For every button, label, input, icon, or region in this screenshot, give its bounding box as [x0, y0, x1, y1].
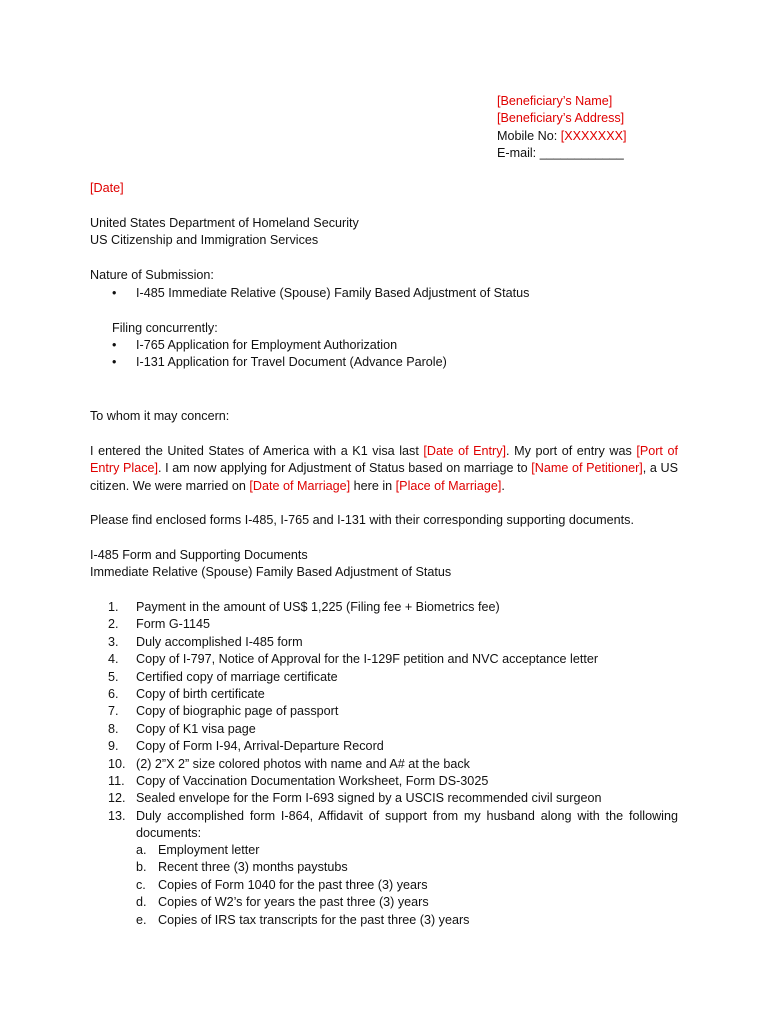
list-item: • I-765 Application for Employment Authorization [112, 337, 447, 354]
list-number: 6. [108, 687, 119, 702]
email-value: ____________ [539, 146, 624, 161]
list-item [108, 773, 678, 790]
list-text: Copies of Form 1040 for the past three (3) years [158, 877, 428, 892]
documents-list [108, 599, 678, 843]
list-item [136, 842, 469, 859]
list-item [108, 738, 678, 755]
mobile-label: Mobile No: [497, 128, 558, 143]
list-item [108, 808, 678, 843]
list-item [136, 894, 469, 911]
place-of-marriage-placeholder: [Place of Marriage] [395, 478, 502, 493]
list-number: 11. [108, 774, 125, 789]
beneficiary-address: [Beneficiary’s Address] [497, 111, 625, 126]
recipient-block [90, 215, 678, 250]
body-text: here in [350, 478, 396, 493]
section-subtitle: Immediate Relative (Spouse) Family Based Adjustment of Status [90, 565, 452, 580]
list-letter: b. [136, 860, 147, 875]
list-item [108, 599, 678, 616]
list-letter: a. [136, 843, 147, 857]
list-number: 8. [108, 721, 119, 736]
list-text: Sealed envelope for the Form I-693 signed by a USCIS recommended civil surgeon [136, 791, 602, 806]
date-of-entry-placeholder: [Date of Entry] [423, 444, 507, 458]
list-item [108, 703, 678, 720]
mobile-value: [XXXXXXX] [560, 128, 627, 143]
recipient-line-2: US Citizenship and Immigration Services [90, 233, 319, 248]
list-text: Copy of I-797, Notice of Approval for the I-129F petition and NVC acceptance letter [136, 652, 599, 667]
recipient-line-1: United States Department of Homeland Security [90, 216, 359, 230]
list-text: Payment in the amount of US$ 1,225 (Filing fee + Biometrics fee) [136, 600, 500, 614]
body-text: . My port of entry was [506, 444, 637, 458]
list-item [136, 912, 469, 929]
list-text: Copies of IRS tax transcripts for the past three (3) years [158, 912, 470, 927]
list-item: • I-485 Immediate Relative (Spouse) Family Based Adjustment of Status [112, 285, 529, 302]
list-letter: c. [136, 877, 146, 892]
list-number: 5. [108, 669, 119, 684]
list-item [108, 634, 678, 651]
list-letter: e. [136, 912, 147, 927]
list-number: 2. [108, 617, 119, 632]
salutation: To whom it may concern: [90, 409, 230, 423]
body-text: I entered the United States of America with a K1 visa last [90, 444, 424, 458]
list-item [108, 616, 678, 633]
filing-list [112, 337, 447, 372]
beneficiary-name: [Beneficiary’s Name] [497, 94, 613, 108]
list-number: 3. [108, 634, 119, 649]
mobile-line [497, 128, 697, 145]
list-item [108, 721, 678, 738]
body-text: . [501, 478, 505, 493]
list-number: 12. [108, 791, 126, 806]
list-number: 13. [108, 808, 126, 823]
filing-label: Filing concurrently: [112, 321, 218, 335]
body-text: , a US citizen. We were married on [90, 461, 679, 493]
list-text: Employment letter [158, 843, 260, 857]
list-text: Certified copy of marriage certificate [136, 669, 338, 684]
list-text: Copy of K1 visa page [136, 721, 256, 736]
list-item [108, 756, 678, 773]
sub-documents-list [136, 842, 469, 929]
email-line [497, 145, 697, 162]
list-number: 4. [108, 652, 119, 667]
date-of-marriage-placeholder: [Date of Marriage] [249, 478, 351, 493]
section-heading [90, 547, 678, 582]
list-number: 1. [108, 600, 119, 614]
list-text: Recent three (3) months paystubs [158, 860, 348, 875]
body-text: . I am now applying for Adjustment of Status based on marriage to [158, 461, 532, 476]
list-text: Copy of birth certificate [136, 687, 265, 702]
section-title: I-485 Form and Supporting Documents [90, 548, 308, 562]
list-text: Copy of biographic page of passport [136, 704, 339, 719]
list-letter: d. [136, 895, 147, 910]
list-item [136, 877, 469, 894]
nature-label: Nature of Submission: [90, 268, 214, 282]
list-number: 7. [108, 704, 119, 719]
petitioner-name-placeholder: [Name of Petitioner] [531, 461, 643, 476]
list-item [136, 859, 469, 876]
list-item: • I-131 Application for Travel Document (Advance Parole) [112, 354, 447, 371]
list-text: Copy of Form I-94, Arrival-Departure Record [136, 739, 384, 754]
nature-list [112, 285, 529, 302]
list-text: Form G-1145 [136, 617, 210, 632]
letter-date: [Date] [90, 181, 124, 195]
list-text: Duly accomplished form I-864, Affidavit of support from my husband along with the following documents: [136, 808, 678, 841]
list-number: 10. [108, 756, 126, 771]
list-item [108, 790, 678, 807]
list-item [108, 651, 678, 668]
list-text: Duly accomplished I-485 form [136, 634, 303, 649]
list-text: Copy of Vaccination Documentation Worksheet, Form DS-3025 [136, 774, 489, 789]
list-text: Copies of W2’s for years the past three (3) years [158, 895, 429, 910]
email-label: E-mail: [497, 146, 537, 161]
list-item [108, 686, 678, 703]
body-paragraph-1 [90, 443, 678, 495]
body-paragraph-2: Please find enclosed forms I-485, I-765 and I-131 with their corresponding supporting documents. [90, 513, 634, 527]
list-item [108, 669, 678, 686]
list-text: (2) 2”X 2” size colored photos with name and A# at the back [136, 756, 470, 771]
sender-block [497, 93, 697, 163]
port-of-entry-placeholder: [Port of Entry Place] [90, 444, 678, 476]
list-number: 9. [108, 739, 119, 754]
